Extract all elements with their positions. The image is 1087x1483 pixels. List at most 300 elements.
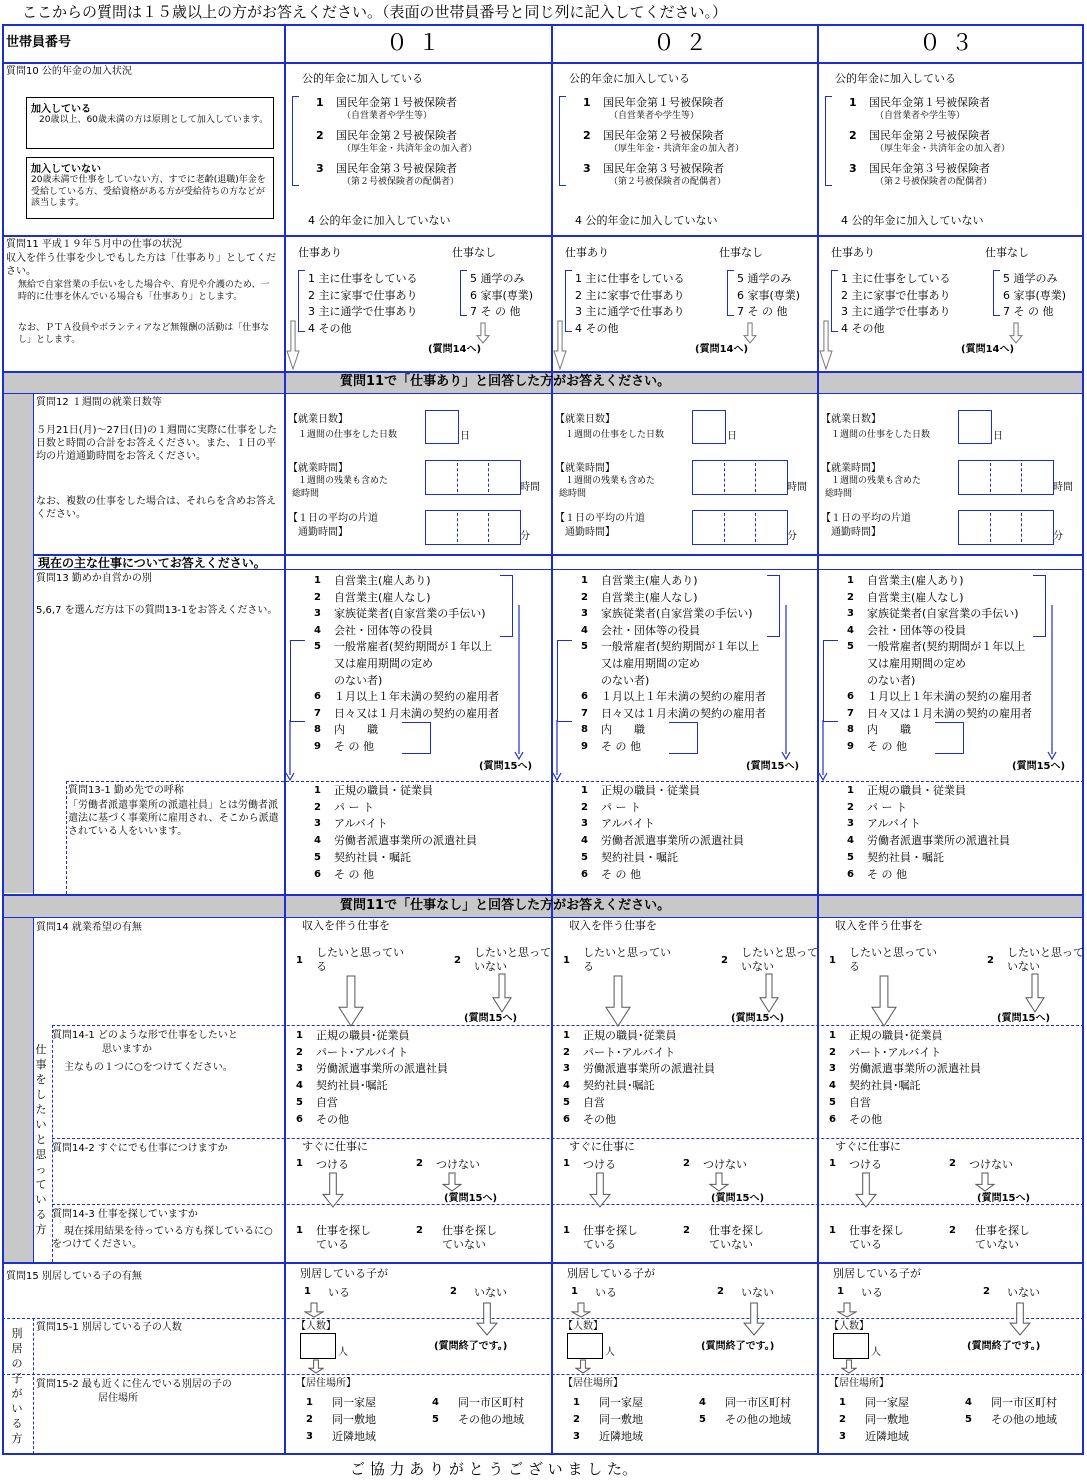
q10-option-sub: （厚生年金・共済年金の加入者） bbox=[342, 144, 478, 154]
q14-1-option-3: 労働派遣事業所の派遣社員 bbox=[316, 1062, 448, 1076]
member-number: ０３ bbox=[918, 31, 983, 56]
q13-option-num: 8 bbox=[581, 724, 588, 736]
q12-commute-heading2: 通勤時間】 bbox=[565, 527, 615, 538]
input-divider bbox=[990, 463, 991, 492]
q11-left-option-1: 1 主に仕事をしている bbox=[308, 272, 418, 285]
q13-1-option-num: 5 bbox=[581, 851, 588, 863]
q14-2-option2: つけない bbox=[436, 1158, 480, 1171]
q11-right-option-5: 5 通学のみ bbox=[737, 272, 792, 285]
q13-1-option-1: 正規の職員・従業員 bbox=[334, 784, 433, 797]
q12-days-sub: １週間の仕事をした日数 bbox=[298, 430, 398, 440]
q12-hours-input[interactable] bbox=[692, 460, 788, 495]
q11-left-option-2: 2 主に家事で仕事あり bbox=[575, 288, 685, 302]
q13-1-option-1: 正規の職員・従業員 bbox=[601, 784, 700, 797]
q14-option2-b: いない bbox=[741, 960, 774, 973]
q12-hours-sub2: 総時間 bbox=[559, 489, 587, 499]
q12-days-unit: 日 bbox=[727, 431, 737, 442]
q11-right-bracket bbox=[460, 270, 467, 316]
q14-1-option-num: 3 bbox=[829, 1063, 836, 1075]
q12-label: 質問12 １週間の就業日数等 bbox=[36, 397, 162, 408]
q14-1-option-2: パート･アルバイト bbox=[316, 1045, 409, 1059]
q10-option-1: 国民年金第１号被保険者 bbox=[336, 96, 457, 109]
q14-3-option2-a: 仕事を探し bbox=[442, 1224, 497, 1237]
q15-2-option-4: 同一市区町村 bbox=[725, 1396, 791, 1409]
q12-commute-input[interactable] bbox=[958, 510, 1054, 545]
down-arrow-icon bbox=[575, 1359, 591, 1374]
q14-3-option2-b: ていない bbox=[709, 1238, 753, 1251]
q13-1-option-num: 6 bbox=[847, 868, 854, 880]
q15-2-option-num: 1 bbox=[306, 1397, 313, 1408]
q13-1-option-num: 1 bbox=[314, 785, 321, 796]
q13-desc: 5,6,7 を選んだ方は下の質問13-1をお答えください。 bbox=[36, 605, 278, 616]
q15-option1-num: 1 bbox=[571, 1286, 578, 1297]
q14-1-option-1: 正規の職員･従業員 bbox=[583, 1029, 677, 1042]
q14-1-option-3: 労働派遣事業所の派遣社員 bbox=[583, 1062, 715, 1076]
q14-1-option-num: 2 bbox=[563, 1046, 570, 1058]
q13-1-option-num: 6 bbox=[581, 868, 588, 880]
q12-hours-sub1: １週間の残業も含めた bbox=[565, 476, 656, 486]
q14-1-option-4: 契約社員･嘱託 bbox=[583, 1079, 655, 1093]
q14-2-label: 質問14-2 すぐにでも仕事につけますか bbox=[52, 1143, 228, 1154]
q13-option-text: のない者) bbox=[601, 673, 650, 687]
q13-option-text: そ の 他 bbox=[867, 740, 907, 753]
q12-hours-unit: 時間 bbox=[787, 482, 807, 493]
q14-goto-q15: (質問15へ) bbox=[997, 1013, 1051, 1024]
q15-2-option-1: 同一家屋 bbox=[332, 1396, 376, 1409]
page-title: ここからの質問は１５歳以上の方がお答えください。（表面の世帯員番号と同じ列に記入してください。） bbox=[22, 3, 728, 21]
q15-heading: 別居している子が bbox=[833, 1267, 921, 1280]
q15-2-option-num: 3 bbox=[573, 1431, 580, 1442]
q14-1-label: 質問14-1 どのような形で仕事をしたいと bbox=[52, 1030, 238, 1041]
q10-option-sub: （自営業者や学生等） bbox=[875, 111, 966, 121]
q10-callout-not-enrolled bbox=[26, 157, 274, 219]
q12-hours-sub1: １週間の残業も含めた bbox=[298, 476, 389, 486]
q14-2-option1-num: 1 bbox=[829, 1158, 836, 1169]
q11-left-option-4: 4 その他 bbox=[308, 321, 352, 335]
q13-1-option-6: そ の 他 bbox=[601, 867, 641, 881]
q14-1-option-num: 4 bbox=[829, 1080, 836, 1092]
q11-left-option-3: 3 主に通学で仕事あり bbox=[841, 305, 951, 318]
q13-option-text: 自営業主(雇人あり) bbox=[334, 574, 431, 587]
q15-option2: いない bbox=[474, 1286, 507, 1299]
down-arrow-icon bbox=[855, 1172, 877, 1208]
down-arrow-icon bbox=[589, 1172, 611, 1208]
q15-1-heading: 【人数】 bbox=[296, 1321, 336, 1332]
q14-1-option-num: 1 bbox=[829, 1030, 836, 1041]
q11-right-option-5: 5 通学のみ bbox=[1003, 272, 1058, 285]
q10-option-num: 1 bbox=[849, 96, 857, 109]
q14-3-option2-num: 2 bbox=[416, 1225, 423, 1236]
down-arrow-icon bbox=[743, 322, 757, 344]
q14-option2-a: したいと思って bbox=[1007, 946, 1084, 959]
q13-option-num: 5 bbox=[847, 641, 854, 653]
q11-left-option-1: 1 主に仕事をしている bbox=[841, 272, 951, 285]
q13-1-option-num: 4 bbox=[847, 835, 854, 847]
q11-right-option-5: 5 通学のみ bbox=[470, 272, 525, 285]
input-divider bbox=[488, 463, 489, 492]
q11-right-option-7: 7 そ の 他 bbox=[470, 305, 521, 318]
q13-1-option-2: パ ー ト bbox=[867, 800, 907, 814]
q15-1-count-input[interactable] bbox=[833, 1333, 869, 1359]
q14-2-goto-q15: (質問15へ) bbox=[444, 1193, 498, 1204]
q13-goto-q15: (質問15へ) bbox=[479, 761, 533, 772]
q14-1-option-5: 自営 bbox=[583, 1095, 605, 1109]
q13-1-option-5: 契約社員・嘱託 bbox=[867, 850, 944, 864]
q14-1-option-num: 5 bbox=[829, 1096, 836, 1108]
q11-left-option-4: 4 その他 bbox=[575, 321, 619, 335]
q15-2-heading: 【居住場所】 bbox=[296, 1378, 356, 1389]
down-arrow-icon bbox=[709, 1172, 729, 1192]
q13-option-text: 日々又は１月未満の契約の雇用者 bbox=[867, 706, 1032, 720]
down-arrow-icon bbox=[442, 1172, 462, 1192]
q14-3-option1-b: ている bbox=[316, 1238, 349, 1251]
q11-right-option-6: 6 家事(専業) bbox=[470, 288, 534, 302]
q14-1-option-6: その他 bbox=[583, 1112, 616, 1126]
q10-heading: 公的年金に加入している bbox=[302, 72, 423, 85]
q15-option1: いる bbox=[861, 1286, 883, 1299]
q12-hours-sub1: １週間の残業も含めた bbox=[831, 476, 922, 486]
household-number-label: 世帯員番号 bbox=[6, 35, 72, 50]
q13-other-bracket bbox=[402, 722, 431, 754]
q13-1-option-num: 1 bbox=[847, 785, 854, 796]
q13-option-num: 9 bbox=[314, 741, 321, 752]
q15-2-option-num: 1 bbox=[573, 1397, 580, 1408]
q12-hours-sub2: 総時間 bbox=[292, 489, 320, 499]
q11-desc3: なお、ＰＴＡ役員やボランティアなど無報酬の活動は「仕事なし」とします。 bbox=[18, 323, 270, 346]
q12-days-heading: 【就業日数】 bbox=[288, 414, 348, 425]
down-arrow-icon bbox=[322, 1172, 344, 1208]
q14-1-option-num: 4 bbox=[563, 1080, 570, 1092]
q15-1-count-input[interactable] bbox=[300, 1333, 336, 1359]
q12-hours-heading: 【就業時間】 bbox=[821, 463, 881, 474]
q14-1-option-6: その他 bbox=[849, 1112, 882, 1126]
q10-option-num: 2 bbox=[316, 129, 324, 142]
q14-1-option-num: 6 bbox=[829, 1113, 836, 1125]
q13-1-option-num: 4 bbox=[581, 835, 588, 847]
q10-label: 質問10 公的年金の加入状況 bbox=[6, 66, 132, 77]
q13-blue-arrow-down bbox=[781, 605, 791, 760]
q14-3-option1-a: 仕事を探し bbox=[849, 1224, 904, 1237]
q14-2-option1: つける bbox=[316, 1158, 349, 1171]
q13-1-option-5: 契約社員・嘱託 bbox=[601, 850, 678, 864]
q13-1-option-3: アルバイト bbox=[601, 817, 655, 831]
q15-1-unit: 人 bbox=[605, 1347, 615, 1358]
q14-2-heading: すぐに仕事に bbox=[835, 1140, 901, 1153]
q13-option-text: 自営業主(雇人なし) bbox=[334, 590, 431, 604]
q10-option-num: 2 bbox=[849, 129, 857, 142]
q15-2-option-1: 同一家屋 bbox=[865, 1396, 909, 1409]
q15-option1-num: 1 bbox=[304, 1286, 311, 1297]
q14-1-option-2: パート･アルバイト bbox=[849, 1045, 942, 1059]
q14-1-option-3: 労働派遣事業所の派遣社員 bbox=[849, 1062, 981, 1076]
q12-days-input[interactable] bbox=[425, 410, 459, 444]
q11-no-work: 仕事なし bbox=[719, 246, 763, 259]
q14-3-option2-num: 2 bbox=[683, 1225, 690, 1236]
q13-1-option-6: そ の 他 bbox=[334, 867, 374, 881]
q13-1-option-num: 2 bbox=[847, 801, 854, 813]
q10-option-1: 国民年金第１号被保険者 bbox=[603, 96, 724, 109]
input-divider bbox=[457, 513, 458, 542]
q14-3-option1-num: 1 bbox=[563, 1225, 570, 1236]
q13-1-option-num: 6 bbox=[314, 868, 321, 880]
q13-option-num: 6 bbox=[847, 691, 854, 703]
q14-1-option-1: 正規の職員･従業員 bbox=[849, 1029, 943, 1042]
q11-right-option-6: 6 家事(専業) bbox=[737, 288, 801, 302]
q13-option-text: 自営業主(雇人なし) bbox=[867, 590, 964, 604]
q10-option-num: 3 bbox=[316, 162, 324, 175]
q13-option-num: 1 bbox=[581, 575, 588, 586]
q13-1-option-6: そ の 他 bbox=[867, 867, 907, 881]
q10-option-4: 4 公的年金に加入していない bbox=[841, 214, 984, 227]
section-main-job-heading: 現在の主な仕事についてお答えください。 bbox=[38, 556, 266, 570]
q13-1-option-4: 労働者派遣事業所の派遣社員 bbox=[334, 834, 477, 848]
q14-1-option-num: 1 bbox=[296, 1030, 303, 1041]
q13-option-text: 日々又は１月未満の契約の雇用者 bbox=[334, 706, 499, 720]
q14-option2-a: したいと思って bbox=[474, 946, 551, 959]
q13-1-option-num: 3 bbox=[314, 818, 321, 830]
q12-commute-heading1: 【１日の平均の片道 bbox=[821, 513, 911, 524]
q13-1-option-4: 労働者派遣事業所の派遣社員 bbox=[601, 834, 744, 848]
down-arrow-icon bbox=[743, 1302, 765, 1336]
q13-option-text: 一般常雇者(契約期間が１年以上 bbox=[334, 640, 493, 654]
q15-2-option-num: 2 bbox=[573, 1414, 580, 1425]
q15-1-heading: 【人数】 bbox=[829, 1321, 869, 1332]
q14-option2-num: 2 bbox=[721, 955, 728, 966]
q15-2-option-num: 4 bbox=[699, 1397, 706, 1408]
down-arrow-icon bbox=[1009, 322, 1023, 344]
q12-hours-input[interactable] bbox=[425, 460, 521, 495]
down-arrow-icon bbox=[759, 973, 779, 1013]
q13-option-text: 家族従業者(自家営業の手伝い) bbox=[867, 607, 1019, 621]
q11-desc2: 無給で自家営業の手伝いをした場合や、育児や介護のため、一時的に仕事を休んでいる場合も「仕事あり」とします。 bbox=[18, 280, 270, 303]
q14-1-option-1: 正規の職員･従業員 bbox=[316, 1029, 410, 1042]
q10-option-num: 3 bbox=[849, 162, 857, 175]
q13-1-option-num: 1 bbox=[581, 785, 588, 796]
q15-1-label: 質問15-1 別居している子の人数 bbox=[36, 1322, 182, 1333]
q10-option-sub: （厚生年金・共済年金の加入者） bbox=[875, 144, 1011, 154]
q13-group-bracket bbox=[767, 575, 780, 637]
q13-option-text: のない者) bbox=[867, 673, 916, 687]
q13-option-text: 又は雇用期間の定め bbox=[334, 657, 433, 670]
q13-option-text: １月以上１年未満の契約の雇用者 bbox=[867, 690, 1032, 704]
q10-option-num: 1 bbox=[316, 96, 324, 109]
q14-1-option-5: 自営 bbox=[316, 1095, 338, 1109]
q11-has-work: 仕事あり bbox=[565, 246, 609, 259]
q13-goto-q15: (質問15へ) bbox=[1012, 761, 1066, 772]
q11-no-work: 仕事なし bbox=[985, 246, 1029, 259]
down-arrow-icon bbox=[286, 320, 300, 370]
q14-option1-a: したいと思ってい bbox=[849, 946, 937, 959]
q14-1-option-num: 5 bbox=[296, 1096, 303, 1108]
q12-days-sub: １週間の仕事をした日数 bbox=[565, 430, 665, 440]
q12-hours-unit: 時間 bbox=[1053, 482, 1073, 493]
q14-3-option1-a: 仕事を探し bbox=[316, 1224, 371, 1237]
down-arrow-icon bbox=[338, 975, 364, 1027]
q14-1-option-num: 3 bbox=[296, 1063, 303, 1075]
q15-1-end: (質問終了です。) bbox=[967, 1341, 1041, 1352]
q14-2-option1-num: 1 bbox=[563, 1158, 570, 1169]
q13-option-text: 又は雇用期間の定め bbox=[867, 657, 966, 670]
down-arrow-icon bbox=[871, 975, 897, 1027]
q14-option1-a: したいと思ってい bbox=[583, 946, 671, 959]
q13-group-bracket bbox=[500, 575, 513, 637]
down-arrow-icon bbox=[492, 973, 512, 1013]
q15-2-option-5: その他の地域 bbox=[725, 1413, 791, 1426]
q12-commute-unit: 分 bbox=[520, 531, 530, 542]
q13-option-text: 一般常雇者(契約期間が１年以上 bbox=[867, 640, 1026, 654]
q13-option-num: 2 bbox=[581, 591, 588, 603]
q14-3-option1-num: 1 bbox=[296, 1225, 303, 1236]
q14-2-option2: つけない bbox=[703, 1158, 747, 1171]
q13-label: 質問13 勤めか自営かの別 bbox=[36, 573, 152, 584]
q12-hours-heading: 【就業時間】 bbox=[555, 463, 615, 474]
q12-hours-input[interactable] bbox=[958, 460, 1054, 495]
q14-3-option2-a: 仕事を探し bbox=[709, 1224, 764, 1237]
q15-2-option-5: その他の地域 bbox=[458, 1413, 524, 1426]
down-arrow-icon bbox=[1025, 973, 1045, 1013]
q14-goto-q15: (質問15へ) bbox=[464, 1013, 518, 1024]
q10-option-sub: （厚生年金・共済年金の加入者） bbox=[609, 144, 745, 154]
q12-commute-input[interactable] bbox=[692, 510, 788, 545]
q10-option-2: 国民年金第２号被保険者 bbox=[869, 129, 990, 142]
input-divider bbox=[1021, 463, 1022, 492]
q10-option-num: 2 bbox=[583, 129, 591, 142]
q14-2-option2-num: 2 bbox=[683, 1158, 690, 1169]
q15-1-end: (質問終了です。) bbox=[434, 1341, 508, 1352]
down-arrow-icon bbox=[308, 1359, 324, 1374]
input-divider bbox=[755, 463, 756, 492]
q11-right-option-7: 7 そ の 他 bbox=[1003, 305, 1054, 318]
q13-1-option-num: 2 bbox=[581, 801, 588, 813]
q14-1-option-2: パート･アルバイト bbox=[583, 1045, 676, 1059]
q13-blue-arrow-to-13-1 bbox=[818, 720, 828, 781]
q15-2-option-num: 4 bbox=[432, 1397, 439, 1408]
q14-2-goto-q15: (質問15へ) bbox=[977, 1193, 1031, 1204]
q10-callout-enrolled-title: 加入している bbox=[31, 104, 91, 115]
q15-option2-num: 2 bbox=[983, 1286, 990, 1297]
q13-1-label: 質問13-1 勤め先での呼称 bbox=[68, 785, 184, 796]
q13-1-option-2: パ ー ト bbox=[601, 800, 641, 814]
q13-option-text: 会社・団体等の役員 bbox=[601, 623, 700, 637]
q15-label: 質問15 別居している子の有無 bbox=[6, 1271, 142, 1282]
q13-option-num: 7 bbox=[847, 707, 854, 719]
q12-days-heading: 【就業日数】 bbox=[821, 414, 881, 425]
q10-option-num: 1 bbox=[583, 96, 591, 109]
q15-2-option-num: 4 bbox=[965, 1397, 972, 1408]
q15-2-option-num: 5 bbox=[432, 1414, 439, 1425]
q13-other-bracket bbox=[669, 722, 698, 754]
q14-3-option2-b: ていない bbox=[975, 1238, 1019, 1251]
down-arrow-icon bbox=[476, 322, 490, 344]
q13-1-option-num: 3 bbox=[847, 818, 854, 830]
q15-2-option-4: 同一市区町村 bbox=[458, 1396, 524, 1409]
q13-option-text: 一般常雇者(契約期間が１年以上 bbox=[601, 640, 760, 654]
q10-bracket bbox=[825, 96, 832, 186]
q15-2-option-2: 同一敷地 bbox=[599, 1413, 643, 1426]
q11-right-option-6: 6 家事(専業) bbox=[1003, 288, 1067, 302]
q10-option-4: 4 公的年金に加入していない bbox=[575, 214, 718, 227]
q14-2-option1: つける bbox=[583, 1158, 616, 1171]
q15-option1: いる bbox=[328, 1286, 350, 1299]
down-arrow-icon bbox=[837, 1302, 857, 1318]
q13-option-num: 7 bbox=[581, 707, 588, 719]
q11-right-bracket bbox=[727, 270, 734, 316]
footer-thanks: ご 協 力 あ り が と う ご ざ い ま し た。 bbox=[350, 1460, 637, 1478]
q13-1-option-3: アルバイト bbox=[334, 817, 388, 831]
q15-heading: 別居している子が bbox=[300, 1267, 388, 1280]
q14-3-option2-num: 2 bbox=[949, 1225, 956, 1236]
q12-commute-heading2: 通勤時間】 bbox=[831, 527, 881, 538]
q13-option-num: 5 bbox=[314, 641, 321, 653]
input-divider bbox=[990, 513, 991, 542]
q13-option-text: のない者) bbox=[334, 673, 383, 687]
q10-heading: 公的年金に加入している bbox=[569, 72, 690, 85]
q13-employee-bracket bbox=[290, 640, 305, 722]
q14-heading: 収入を伴う仕事を bbox=[835, 919, 923, 932]
q12-desc1: ５月21日(月)～27日(日)の１週間に実際に仕事をした日数と時間の合計をお答えください。また、１日の平均の片道通勤時間をお答えください。 bbox=[36, 425, 278, 462]
q13-option-num: 1 bbox=[847, 575, 854, 586]
down-arrow-icon bbox=[476, 1302, 498, 1336]
q14-option2-b: いない bbox=[1007, 960, 1040, 973]
q15-1-count-input[interactable] bbox=[567, 1333, 603, 1359]
q13-1-desc: 「労働者派遣事業所の派遣社員」とは労働者派遣法に基づく事業所に雇用され、そこから派遣されている人をいいます。 bbox=[68, 800, 279, 837]
q13-blue-arrow-to-13-1 bbox=[552, 720, 562, 781]
q12-days-input[interactable] bbox=[692, 410, 726, 444]
q14-2-heading: すぐに仕事に bbox=[302, 1140, 368, 1153]
q13-option-num: 5 bbox=[581, 641, 588, 653]
member-column-1 bbox=[286, 0, 550, 1483]
q12-commute-input[interactable] bbox=[425, 510, 521, 545]
q15-option2: いない bbox=[1007, 1286, 1040, 1299]
down-arrow-icon bbox=[605, 975, 631, 1027]
q13-option-text: そ の 他 bbox=[334, 740, 374, 753]
q10-option-4: 4 公的年金に加入していない bbox=[308, 214, 451, 227]
q11-left-option-4: 4 その他 bbox=[841, 321, 885, 335]
member-column-3 bbox=[819, 0, 1083, 1483]
q10-option-2: 国民年金第２号被保険者 bbox=[336, 129, 457, 142]
q13-1-option-num: 4 bbox=[314, 835, 321, 847]
down-arrow-icon bbox=[571, 1302, 591, 1318]
q11-goto-q14: (質問14へ) bbox=[961, 344, 1015, 355]
q14-1-desc: 主なもの１つに○をつけてください。 bbox=[64, 1062, 233, 1073]
input-divider bbox=[755, 513, 756, 542]
q15-1-end: (質問終了です。) bbox=[701, 1341, 775, 1352]
q14-label: 質問14 就業希望の有無 bbox=[36, 922, 142, 933]
q15-2-option-1: 同一家屋 bbox=[599, 1396, 643, 1409]
q12-days-input[interactable] bbox=[958, 410, 992, 444]
q11-no-work: 仕事なし bbox=[452, 246, 496, 259]
q10-bracket bbox=[292, 96, 299, 186]
q13-1-option-3: アルバイト bbox=[867, 817, 921, 831]
q14-3-desc: 現在採用結果を待っている方も探しているに○をつけてください。 bbox=[52, 1226, 273, 1250]
q12-commute-heading1: 【１日の平均の片道 bbox=[288, 513, 378, 524]
q14-option1-b: る bbox=[583, 960, 594, 973]
q11-left-option-3: 3 主に通学で仕事あり bbox=[575, 305, 685, 318]
q15-2-option-num: 5 bbox=[699, 1414, 706, 1425]
input-divider bbox=[724, 513, 725, 542]
q14-1-option-num: 1 bbox=[563, 1030, 570, 1041]
q14-3-option2-a: 仕事を探し bbox=[975, 1224, 1030, 1237]
q15-2-option-4: 同一市区町村 bbox=[991, 1396, 1057, 1409]
q14-2-goto-q15: (質問15へ) bbox=[711, 1193, 765, 1204]
q14-option1-num: 1 bbox=[296, 955, 303, 966]
section-work-heading: 質問11で「仕事あり」と回答した方がお答えください。 bbox=[340, 374, 671, 389]
q13-option-num: 1 bbox=[314, 575, 321, 586]
q12-days-unit: 日 bbox=[993, 431, 1003, 442]
q11-right-option-7: 7 そ の 他 bbox=[737, 305, 788, 318]
q14-1-option-num: 6 bbox=[563, 1113, 570, 1125]
q13-option-text: １月以上１年未満の契約の雇用者 bbox=[601, 690, 766, 704]
